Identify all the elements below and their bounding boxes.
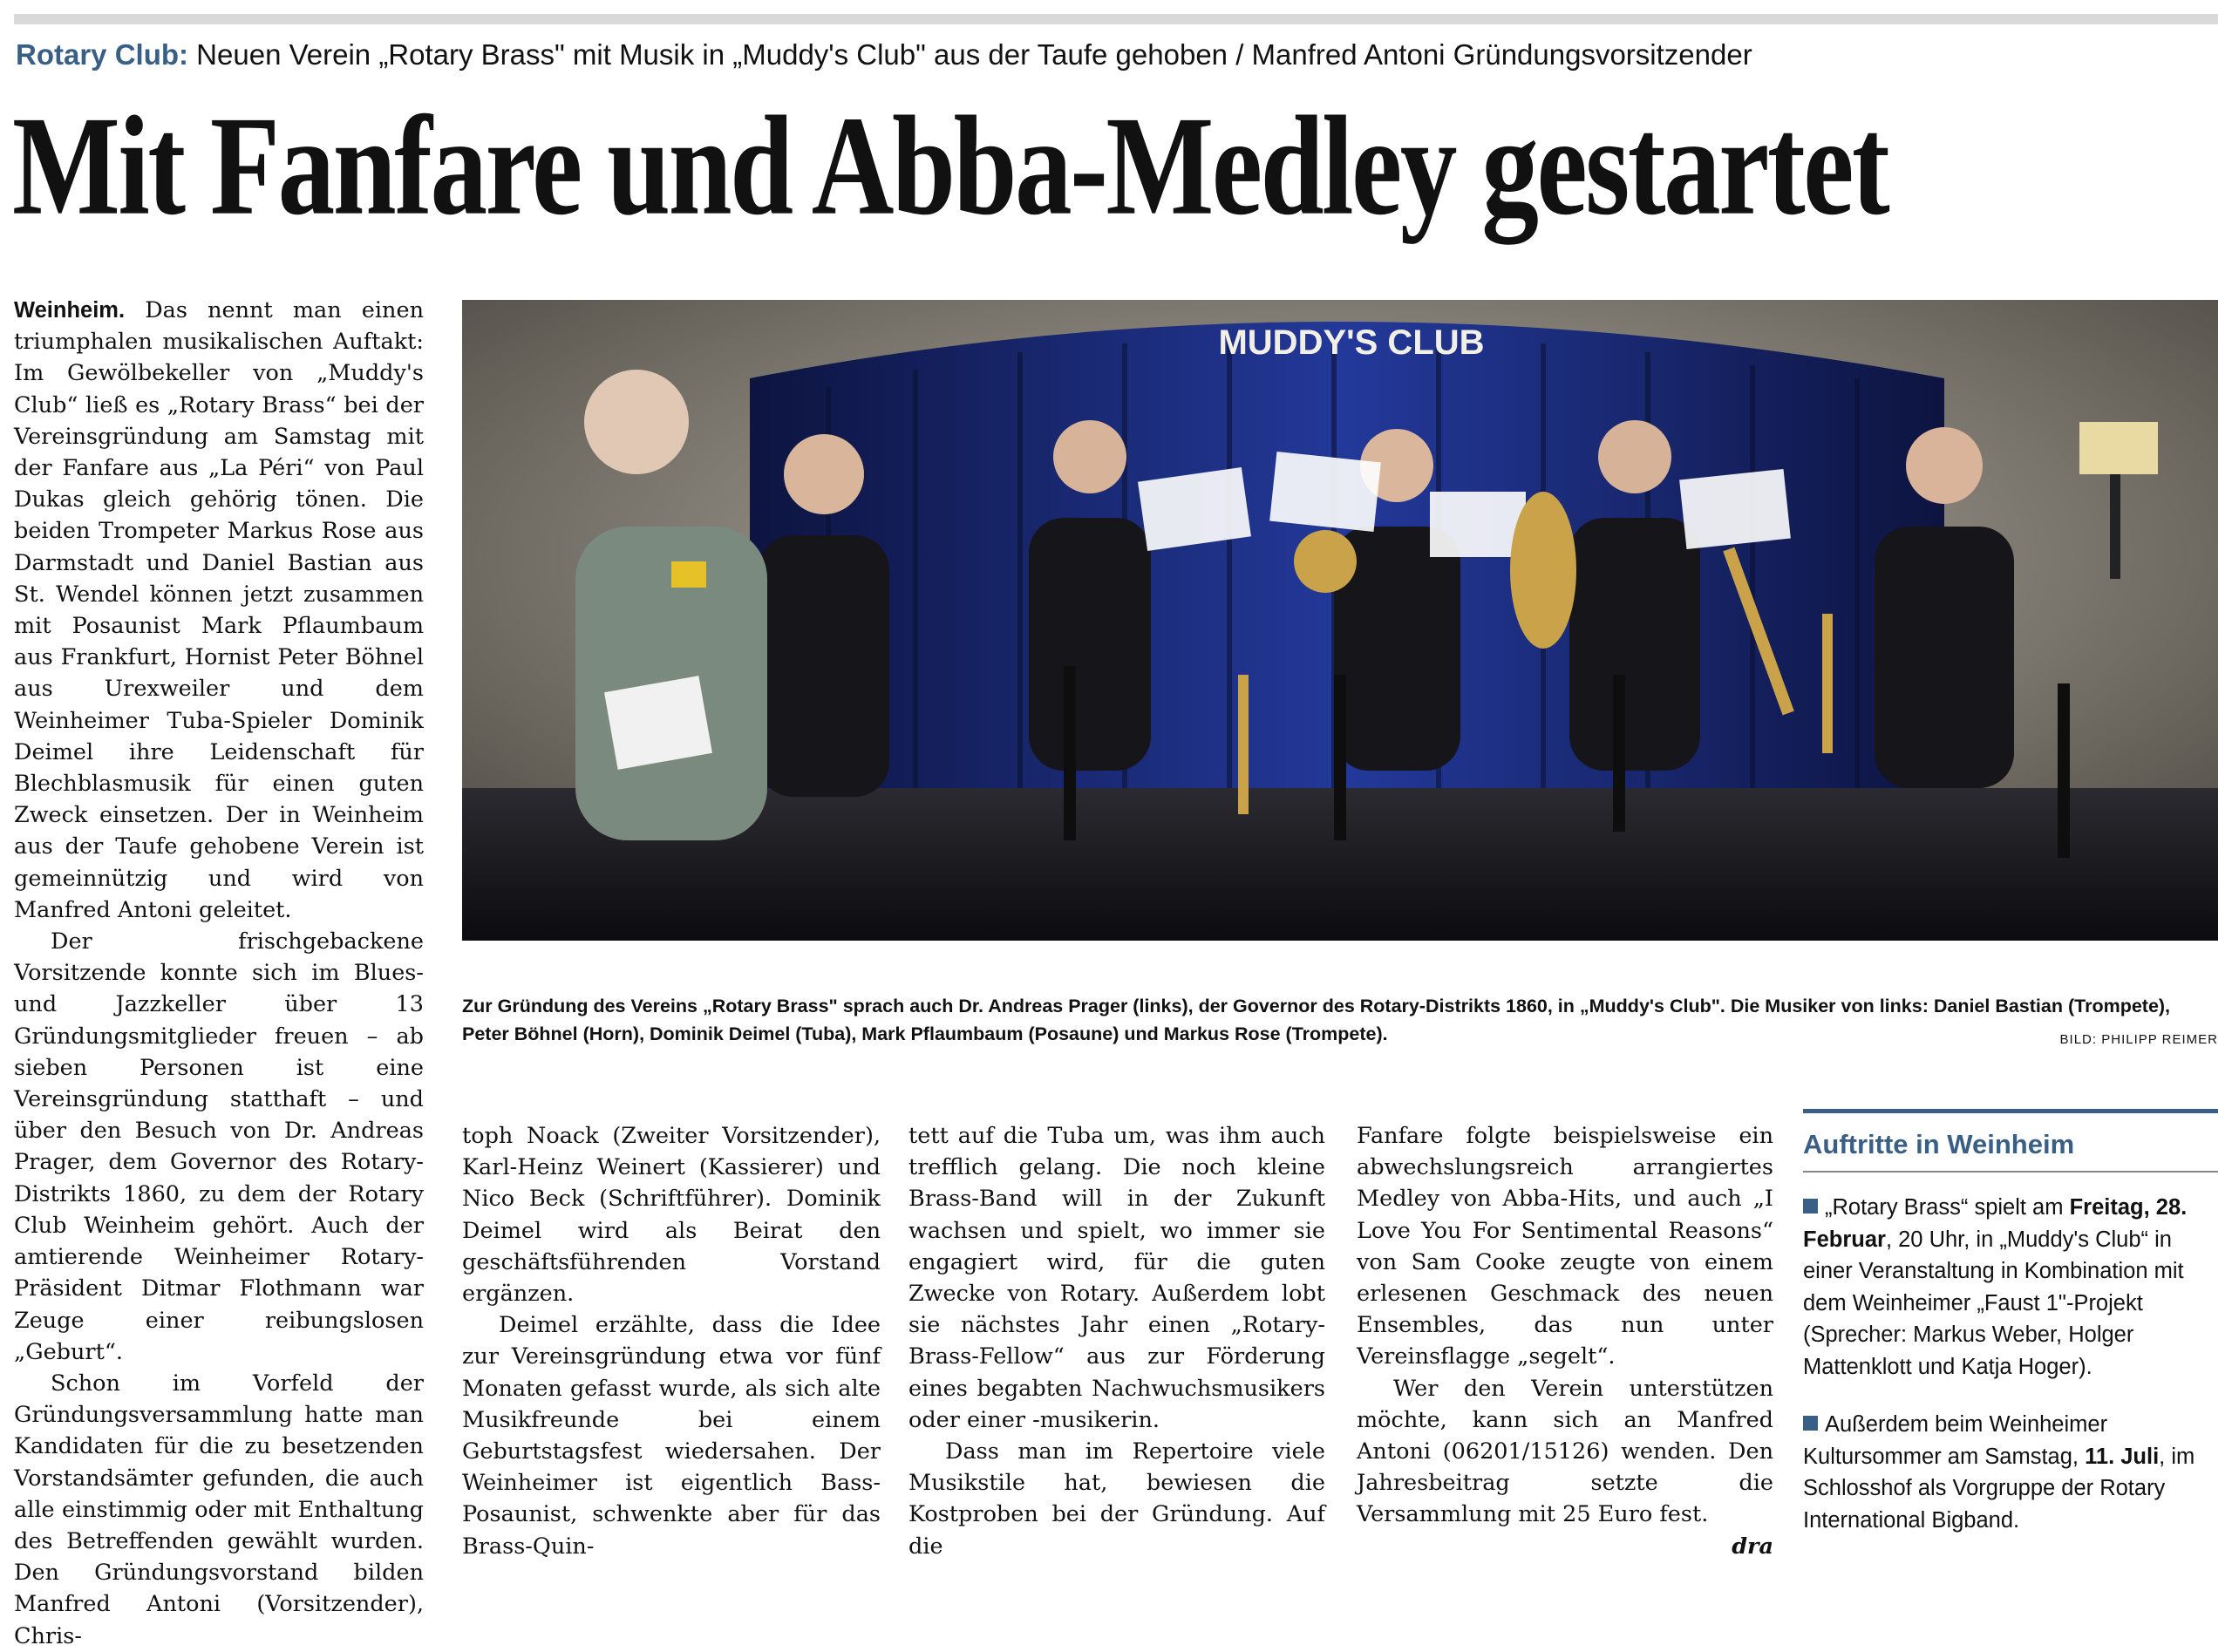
event-text: , 20 Uhr, in „Muddy's Club“ in einer Veranstaltung in Kombination mit dem Weinheimer „Faust 1"-Projekt (Sprecher: Markus Weber, Holger Mattenklott und Katja Hoger). bbox=[1803, 1227, 2184, 1379]
event-text: , im Schlosshof als Vorgruppe der Rotary International Bigband. bbox=[1803, 1444, 2195, 1533]
kicker bbox=[16, 38, 1752, 71]
article-paragraph: Der frischgebackene Vorsitzende konnte sich im Blues- und Jazzkeller über 13 Gründungsmitglieder freuen – ab sieben Personen ist eine Vereinsgründung statthaft – und über den Besuch von Dr. Andreas Prager, dem Governor des Rotary-Distrikts 1860, zu dem der Rotary Club Weinheim gehört. Auch der amtierende Weinheimer Rotary-Präsident Ditmar Flothmann war Zeuge einer reibungslosen „Geburt“. bbox=[14, 928, 424, 1365]
author-initials: dra bbox=[1732, 1533, 1773, 1560]
sidebar-rule bbox=[1803, 1109, 2218, 1113]
article-column-2 bbox=[462, 1120, 881, 1562]
news-photo bbox=[462, 300, 2218, 941]
paragraph-text: Das nennt man einen triumphalen musikalischen Auftakt: Im Gewölbekeller von „Muddy's Club“ ließ es „Rotary Brass“ bei der Vereinsgründung am Samstag mit der Fanfare aus „La Péri“ von Paul Dukas gleich gehörig tönen. Die beiden Trompeter Markus Rose aus Darmstadt und Daniel Bastian aus St. Wendel können jetzt zusammen mit Posaunist Mark Pflaumbaum aus Frankfurt, Hornist Peter Böhnel aus Urexweiler und dem Weinheimer Tuba-Spieler Dominik Deimel ihre Leidenschaft für Blechblasmusik für einen guten Zweck einsetzen. Der in Weinheim aus der Taufe gehobene Verein ist gemeinnützig und wird von Manfred Antoni geleitet. bbox=[14, 297, 424, 923]
top-rule bbox=[14, 14, 2218, 24]
article-paragraph: Schon im Vorfeld der Gründungsversammlung hatte man Kandidaten für die zu besetzenden Vorstandsämter gefunden, die auch alle einstimmig oder mit Enthaltung des Betreffenden gewählt wurden. Den Gründungsvorstand bilden Manfred Antoni (Vorsitzender), Chris- bbox=[14, 1370, 424, 1649]
article-column-3 bbox=[908, 1120, 1325, 1562]
article-paragraph: Fanfare folgte beispielsweise ein abwechslungsreich arrangiertes Medley von Abba-Hits, und auch „I Love You For Sentimental Reasons“ von Sam Cooke zeugte von einem erlesenen Geschmack des neuen Ensembles, das nun unter Vereinsflagge „segelt“. bbox=[1357, 1123, 1773, 1370]
article-paragraph bbox=[14, 295, 424, 926]
sidebar-divider bbox=[1803, 1171, 2218, 1173]
photo-illustration bbox=[462, 300, 2218, 941]
dateline: Weinheim. bbox=[14, 298, 126, 323]
event-date: 11. Juli bbox=[2085, 1444, 2160, 1469]
event-text: „Rotary Brass“ spielt am bbox=[1825, 1195, 2064, 1220]
article-paragraph: tett auf die Tuba um, was ihm auch trefflich gelang. Die noch kleine Brass-Band will in der Zukunft wachsen und spielt, wo immer sie engagiert wird, für die guten Zwecke von Rotary. Außerdem lobt sie nächstes Jahr einen „Rotary-Brass-Fellow“ aus zur Förderung eines begabten Nachwuchsmusikers oder einer -musikerin. bbox=[908, 1123, 1325, 1433]
event-text: Außerdem beim Weinheimer Kultursommer am Samstag, bbox=[1803, 1412, 2108, 1469]
article-paragraph: toph Noack (Zweiter Vorsitzender), Karl-Heinz Weinert (Kassierer) und Nico Beck (Schriftführer). Dominik Deimel wird als Beirat den geschäftsführenden Vorstand ergänzen. bbox=[462, 1123, 881, 1308]
photo-credit: BILD: PHILIPP REIMER bbox=[2059, 1032, 2218, 1047]
sidebar-title: Auftritte in Weinheim bbox=[1803, 1129, 2075, 1159]
photo-caption: Zur Gründung des Vereins „Rotary Brass" sprach auch Dr. Andreas Prager (links), der Governor des Rotary-Distrikts 1860, in „Muddy's Club". Die Musiker von links: Daniel Bastian (Trompete), Peter Böhnel (Horn), Dominik Deimel (Tuba), Mark Pflaumbaum (Posaune) und Markus Rose (Trompete). bbox=[462, 996, 2171, 1044]
article-paragraph: Dass man im Repertoire viele Musikstile hat, bewiesen die Kostproben bei der Gründung. Auf die bbox=[908, 1438, 1325, 1560]
bullet-square-icon bbox=[1803, 1199, 1818, 1214]
article-paragraph bbox=[1357, 1373, 1773, 1560]
bullet-square-icon bbox=[1803, 1416, 1818, 1431]
article-paragraph: Deimel erzählte, dass die Idee zur Vereinsgründung etwa vor fünf Monaten gefasst wurde, als sich alte Musikfreunde bei einem Geburtstagsfest wiedersahen. Der Weinheimer ist eigentlich Bass-Posaunist, schwenkte aber für das Brass-Quin- bbox=[462, 1312, 881, 1560]
headline: Mit Fanfare und Abba-Medley gestartet bbox=[12, 85, 1888, 245]
paragraph-text: Wer den Verein unterstützen möchte, kann sich an Manfred Antoni (06201/15126) wenden. Den Jahresbeitrag setzte die Versammlung mit 25 Euro fest. bbox=[1357, 1375, 1773, 1528]
event-item bbox=[1803, 1409, 2218, 1536]
kicker-label: Rotary Club: bbox=[16, 38, 188, 71]
article-column-4 bbox=[1357, 1120, 1773, 1562]
kicker-text: Neuen Verein „Rotary Brass" mit Musik in „Muddy's Club" aus der Taufe gehoben / Manfred Antoni Gründungsvorsitzender bbox=[196, 38, 1752, 71]
event-item bbox=[1803, 1192, 2218, 1383]
club-sign: MUDDY'S CLUB bbox=[1218, 323, 1485, 362]
events-sidebar bbox=[1803, 1109, 2218, 1536]
article-column-1 bbox=[14, 295, 424, 1652]
event-date: Freitag, 28. Februar bbox=[1803, 1195, 2188, 1252]
